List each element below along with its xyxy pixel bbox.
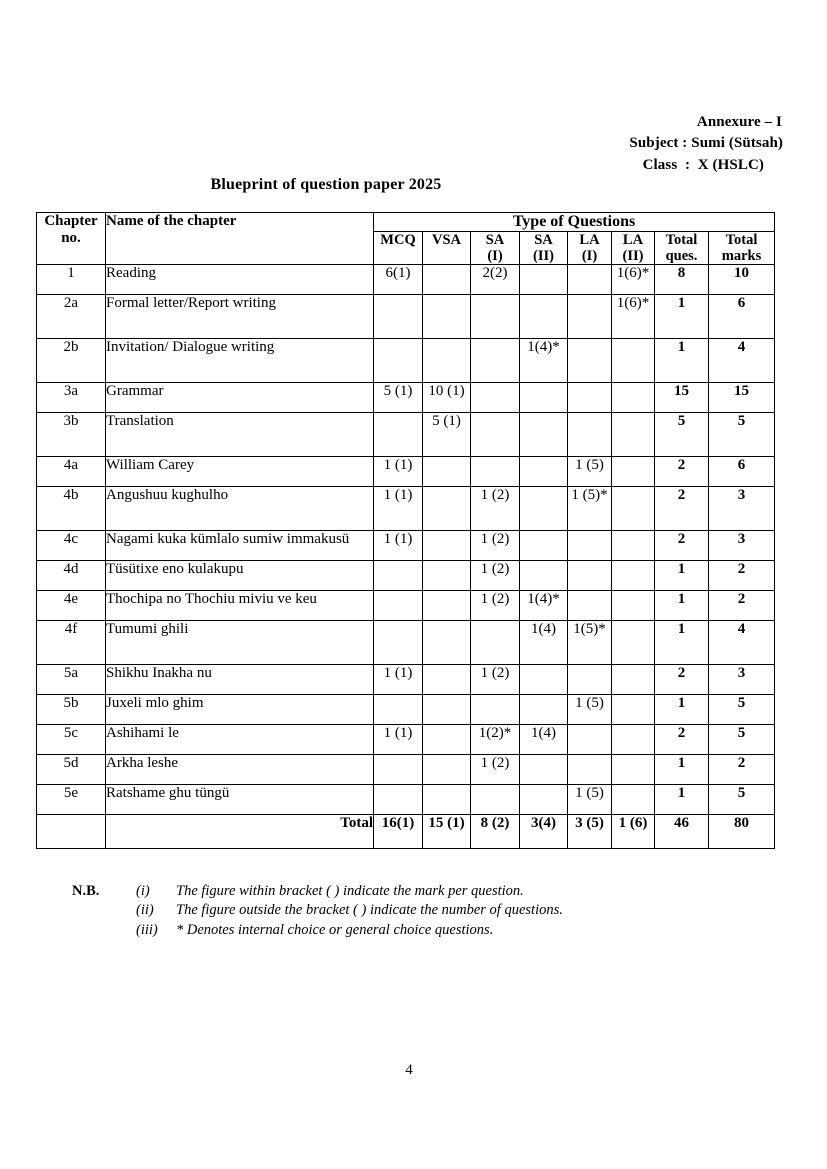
row-total-ques: 2 bbox=[655, 531, 709, 561]
row-sa2 bbox=[520, 695, 568, 725]
note-number: (ii) bbox=[136, 902, 154, 919]
table-row bbox=[37, 725, 775, 755]
note-text: The figure outside the bracket ( ) indicate the number of questions. bbox=[176, 902, 563, 919]
header-chapter-no bbox=[37, 213, 106, 265]
row-chapter-name: Angushuu kughulho bbox=[106, 487, 374, 531]
row-sa2: 1(4) bbox=[520, 725, 568, 755]
row-sa2 bbox=[520, 755, 568, 785]
row-total-ques: 1 bbox=[655, 755, 709, 785]
row-mcq: 1 (1) bbox=[374, 665, 423, 695]
row-chapter-no: 2b bbox=[37, 339, 106, 383]
table-row bbox=[37, 591, 775, 621]
table-row bbox=[37, 665, 775, 695]
row-chapter-no: 4d bbox=[37, 561, 106, 591]
row-sa1: 1(2)* bbox=[471, 725, 520, 755]
header-type-of-questions: Type of Questions bbox=[374, 213, 775, 232]
row-total-ques: 2 bbox=[655, 457, 709, 487]
class-label: Class : X (HSLC) bbox=[642, 156, 764, 173]
note-text: The figure within bracket ( ) indicate the mark per question. bbox=[176, 883, 524, 899]
row-chapter-name: Tüsütixe eno kulakupu bbox=[106, 561, 374, 591]
header-sa2-line2: (II) bbox=[533, 248, 554, 265]
row-la2: 1(6)* bbox=[612, 295, 655, 339]
row-total-marks: 2 bbox=[709, 561, 775, 591]
row-sa2 bbox=[520, 561, 568, 591]
row-la1: 1 (5) bbox=[568, 457, 612, 487]
table-row bbox=[37, 531, 775, 561]
row-vsa bbox=[423, 695, 471, 725]
header-total-marks-line1: Total bbox=[725, 232, 758, 248]
row-total-ques: 1 bbox=[655, 295, 709, 339]
row-la1 bbox=[568, 591, 612, 621]
table-row bbox=[37, 621, 775, 665]
total-row-mcq: 16(1) bbox=[374, 815, 423, 849]
table-row bbox=[37, 457, 775, 487]
table-row bbox=[37, 487, 775, 531]
row-la1: 1(5)* bbox=[568, 621, 612, 665]
row-chapter-no: 2a bbox=[37, 295, 106, 339]
row-total-ques: 1 bbox=[655, 591, 709, 621]
row-sa2 bbox=[520, 413, 568, 457]
note-number: (i) bbox=[136, 883, 150, 899]
note-item bbox=[72, 882, 772, 901]
row-mcq bbox=[374, 295, 423, 339]
header-sa1-line2: (I) bbox=[487, 248, 503, 265]
row-vsa bbox=[423, 457, 471, 487]
row-mcq: 5 (1) bbox=[374, 383, 423, 413]
row-mcq bbox=[374, 755, 423, 785]
table-row bbox=[37, 695, 775, 725]
row-la1 bbox=[568, 531, 612, 561]
row-sa1 bbox=[471, 621, 520, 665]
page-title: Blueprint of question paper 2025 bbox=[210, 176, 442, 193]
row-sa1: 1 (2) bbox=[471, 561, 520, 591]
header-sa2 bbox=[520, 232, 568, 265]
notes-block bbox=[72, 882, 772, 940]
row-total-ques: 1 bbox=[655, 561, 709, 591]
header-sa1 bbox=[471, 232, 520, 265]
row-sa2 bbox=[520, 531, 568, 561]
row-chapter-no: 5e bbox=[37, 785, 106, 815]
row-sa2 bbox=[520, 457, 568, 487]
row-chapter-no: 5b bbox=[37, 695, 106, 725]
row-chapter-no: 4c bbox=[37, 531, 106, 561]
table-foot bbox=[37, 815, 775, 849]
row-sa2 bbox=[520, 383, 568, 413]
row-la2 bbox=[612, 457, 655, 487]
row-total-marks: 6 bbox=[709, 457, 775, 487]
total-row-la1: 3 (5) bbox=[568, 815, 612, 849]
row-total-marks: 15 bbox=[709, 383, 775, 413]
row-mcq: 1 (1) bbox=[374, 531, 423, 561]
total-row-sa2: 3(4) bbox=[520, 815, 568, 849]
blueprint-table-wrapper bbox=[36, 212, 775, 849]
header-vsa bbox=[423, 232, 471, 265]
row-chapter-name: Nagami kuka kümlalo sumiw immakusü bbox=[106, 531, 374, 561]
row-mcq: 1 (1) bbox=[374, 457, 423, 487]
row-chapter-name: Formal letter/Report writing bbox=[106, 295, 374, 339]
total-row-blank bbox=[37, 815, 106, 849]
table-body bbox=[37, 265, 775, 815]
row-total-ques: 15 bbox=[655, 383, 709, 413]
row-vsa bbox=[423, 339, 471, 383]
total-row-total-ques: 46 bbox=[655, 815, 709, 849]
row-vsa bbox=[423, 621, 471, 665]
row-total-ques: 1 bbox=[655, 621, 709, 665]
row-sa2 bbox=[520, 295, 568, 339]
annexure-label: Annexure – I bbox=[696, 114, 782, 130]
row-la2 bbox=[612, 755, 655, 785]
table-head bbox=[37, 213, 775, 265]
row-chapter-name: Tumumi ghili bbox=[106, 621, 374, 665]
row-vsa: 10 (1) bbox=[423, 383, 471, 413]
row-total-marks: 5 bbox=[709, 695, 775, 725]
row-mcq bbox=[374, 785, 423, 815]
row-chapter-no: 5a bbox=[37, 665, 106, 695]
note-item bbox=[72, 901, 772, 920]
table-row bbox=[37, 561, 775, 591]
row-sa1 bbox=[471, 785, 520, 815]
row-total-ques: 5 bbox=[655, 413, 709, 457]
table-row bbox=[37, 339, 775, 383]
row-la2 bbox=[612, 487, 655, 531]
row-vsa bbox=[423, 725, 471, 755]
row-chapter-name: Reading bbox=[106, 265, 374, 295]
row-total-marks: 6 bbox=[709, 295, 775, 339]
row-total-ques: 1 bbox=[655, 785, 709, 815]
total-row bbox=[37, 815, 775, 849]
blueprint-table bbox=[36, 212, 775, 849]
row-sa1 bbox=[471, 339, 520, 383]
row-total-ques: 2 bbox=[655, 725, 709, 755]
row-la2: 1(6)* bbox=[612, 265, 655, 295]
table-row bbox=[37, 785, 775, 815]
row-vsa bbox=[423, 665, 471, 695]
table-row bbox=[37, 755, 775, 785]
row-la1 bbox=[568, 413, 612, 457]
row-la2 bbox=[612, 621, 655, 665]
row-la1: 1 (5) bbox=[568, 695, 612, 725]
row-total-marks: 2 bbox=[709, 755, 775, 785]
row-total-marks: 3 bbox=[709, 531, 775, 561]
header-la1-line1: LA bbox=[579, 232, 600, 248]
row-chapter-no: 5d bbox=[37, 755, 106, 785]
total-row-vsa: 15 (1) bbox=[423, 815, 471, 849]
row-chapter-no: 3a bbox=[37, 383, 106, 413]
header-total-marks-line2: marks bbox=[721, 248, 762, 265]
row-total-marks: 3 bbox=[709, 487, 775, 531]
notes-label: N.B. bbox=[72, 883, 100, 899]
row-chapter-no: 4b bbox=[37, 487, 106, 531]
row-chapter-name: William Carey bbox=[106, 457, 374, 487]
row-sa2: 1(4) bbox=[520, 621, 568, 665]
row-vsa bbox=[423, 295, 471, 339]
row-total-ques: 2 bbox=[655, 487, 709, 531]
row-sa1 bbox=[471, 457, 520, 487]
row-vsa bbox=[423, 487, 471, 531]
row-la2 bbox=[612, 695, 655, 725]
row-sa1 bbox=[471, 295, 520, 339]
header-la2 bbox=[612, 232, 655, 265]
row-la2 bbox=[612, 725, 655, 755]
row-sa1 bbox=[471, 695, 520, 725]
row-mcq: 1 (1) bbox=[374, 725, 423, 755]
total-row-label: Total bbox=[106, 815, 374, 849]
row-vsa: 5 (1) bbox=[423, 413, 471, 457]
table-row bbox=[37, 295, 775, 339]
row-total-marks: 5 bbox=[709, 785, 775, 815]
header-total-marks bbox=[709, 232, 775, 265]
row-sa1 bbox=[471, 383, 520, 413]
row-total-marks: 4 bbox=[709, 621, 775, 665]
row-sa2: 1(4)* bbox=[520, 591, 568, 621]
header-total-ques-line2: ques. bbox=[665, 248, 698, 265]
note-text: * Denotes internal choice or general choice questions. bbox=[176, 921, 494, 938]
row-chapter-name: Juxeli mlo ghim bbox=[106, 695, 374, 725]
header-la2-line2: (II) bbox=[622, 248, 644, 265]
row-chapter-name: Ashihami le bbox=[106, 725, 374, 755]
row-chapter-name: Arkha leshe bbox=[106, 755, 374, 785]
total-row-sa1: 8 (2) bbox=[471, 815, 520, 849]
row-chapter-name: Translation bbox=[106, 413, 374, 457]
row-chapter-no: 3b bbox=[37, 413, 106, 457]
row-la1 bbox=[568, 383, 612, 413]
row-mcq bbox=[374, 413, 423, 457]
header-mcq bbox=[374, 232, 423, 265]
row-la1: 1 (5)* bbox=[568, 487, 612, 531]
header-sa2-line1: SA bbox=[534, 232, 553, 248]
row-la1 bbox=[568, 665, 612, 695]
row-la1 bbox=[568, 561, 612, 591]
row-mcq bbox=[374, 339, 423, 383]
row-la1 bbox=[568, 265, 612, 295]
row-la1 bbox=[568, 339, 612, 383]
row-total-marks: 2 bbox=[709, 591, 775, 621]
row-total-ques: 1 bbox=[655, 695, 709, 725]
row-sa1: 1 (2) bbox=[471, 487, 520, 531]
row-vsa bbox=[423, 785, 471, 815]
row-chapter-no: 4f bbox=[37, 621, 106, 665]
note-number: (iii) bbox=[136, 921, 158, 938]
row-la1 bbox=[568, 725, 612, 755]
page-number: 4 bbox=[405, 1062, 413, 1078]
row-la2 bbox=[612, 591, 655, 621]
row-sa1: 1 (2) bbox=[471, 531, 520, 561]
header-la1-line2: (I) bbox=[581, 248, 598, 265]
row-mcq bbox=[374, 695, 423, 725]
header-chapter-no-line1: Chapter bbox=[44, 213, 98, 229]
row-total-ques: 1 bbox=[655, 339, 709, 383]
row-la2 bbox=[612, 561, 655, 591]
row-vsa bbox=[423, 561, 471, 591]
row-vsa bbox=[423, 755, 471, 785]
header-chapter-no-line2: no. bbox=[61, 229, 81, 246]
header-sa1-line1: SA bbox=[485, 232, 505, 248]
total-row-la2: 1 (6) bbox=[612, 815, 655, 849]
row-sa1: 1 (2) bbox=[471, 755, 520, 785]
row-chapter-no: 1 bbox=[37, 265, 106, 295]
row-sa1: 1 (2) bbox=[471, 665, 520, 695]
header-la1 bbox=[568, 232, 612, 265]
header-vsa-label: VSA bbox=[431, 232, 461, 248]
row-chapter-name: Invitation/ Dialogue writing bbox=[106, 339, 374, 383]
row-mcq: 6(1) bbox=[374, 265, 423, 295]
row-chapter-name: Grammar bbox=[106, 383, 374, 413]
row-la1: 1 (5) bbox=[568, 785, 612, 815]
row-mcq bbox=[374, 621, 423, 665]
row-mcq bbox=[374, 561, 423, 591]
subject-label: Subject : Sumi (Sütsah) bbox=[629, 135, 783, 152]
row-la2 bbox=[612, 785, 655, 815]
row-chapter-no: 4e bbox=[37, 591, 106, 621]
row-total-marks: 3 bbox=[709, 665, 775, 695]
row-chapter-name: Thochipa no Thochiu miviu ve keu bbox=[106, 591, 374, 621]
row-total-ques: 8 bbox=[655, 265, 709, 295]
header-chapter-name: Name of the chapter bbox=[106, 213, 374, 265]
row-sa2: 1(4)* bbox=[520, 339, 568, 383]
row-sa2 bbox=[520, 487, 568, 531]
row-chapter-no: 4a bbox=[37, 457, 106, 487]
header-total-ques-line1: Total bbox=[665, 232, 698, 248]
row-la1 bbox=[568, 295, 612, 339]
row-vsa bbox=[423, 265, 471, 295]
document-header-block bbox=[629, 112, 783, 176]
row-la2 bbox=[612, 339, 655, 383]
row-total-marks: 4 bbox=[709, 339, 775, 383]
row-la2 bbox=[612, 383, 655, 413]
table-row bbox=[37, 413, 775, 457]
row-total-marks: 10 bbox=[709, 265, 775, 295]
row-mcq: 1 (1) bbox=[374, 487, 423, 531]
row-mcq bbox=[374, 591, 423, 621]
table-row bbox=[37, 383, 775, 413]
header-total-ques bbox=[655, 232, 709, 265]
row-sa2 bbox=[520, 785, 568, 815]
row-sa1 bbox=[471, 413, 520, 457]
row-vsa bbox=[423, 591, 471, 621]
row-chapter-name: Ratshame ghu tüngü bbox=[106, 785, 374, 815]
row-sa2 bbox=[520, 265, 568, 295]
row-vsa bbox=[423, 531, 471, 561]
row-sa1: 2(2) bbox=[471, 265, 520, 295]
row-la2 bbox=[612, 531, 655, 561]
header-mcq-label: MCQ bbox=[380, 232, 416, 248]
row-sa2 bbox=[520, 665, 568, 695]
row-la1 bbox=[568, 755, 612, 785]
row-total-ques: 2 bbox=[655, 665, 709, 695]
note-item bbox=[72, 921, 772, 940]
row-chapter-name: Shikhu Inakha nu bbox=[106, 665, 374, 695]
row-chapter-no: 5c bbox=[37, 725, 106, 755]
total-row-total-marks: 80 bbox=[709, 815, 775, 849]
row-total-marks: 5 bbox=[709, 413, 775, 457]
row-sa1: 1 (2) bbox=[471, 591, 520, 621]
header-row-1 bbox=[37, 213, 775, 232]
row-la2 bbox=[612, 665, 655, 695]
row-total-marks: 5 bbox=[709, 725, 775, 755]
header-la2-line1: LA bbox=[622, 232, 644, 248]
row-la2 bbox=[612, 413, 655, 457]
table-row bbox=[37, 265, 775, 295]
